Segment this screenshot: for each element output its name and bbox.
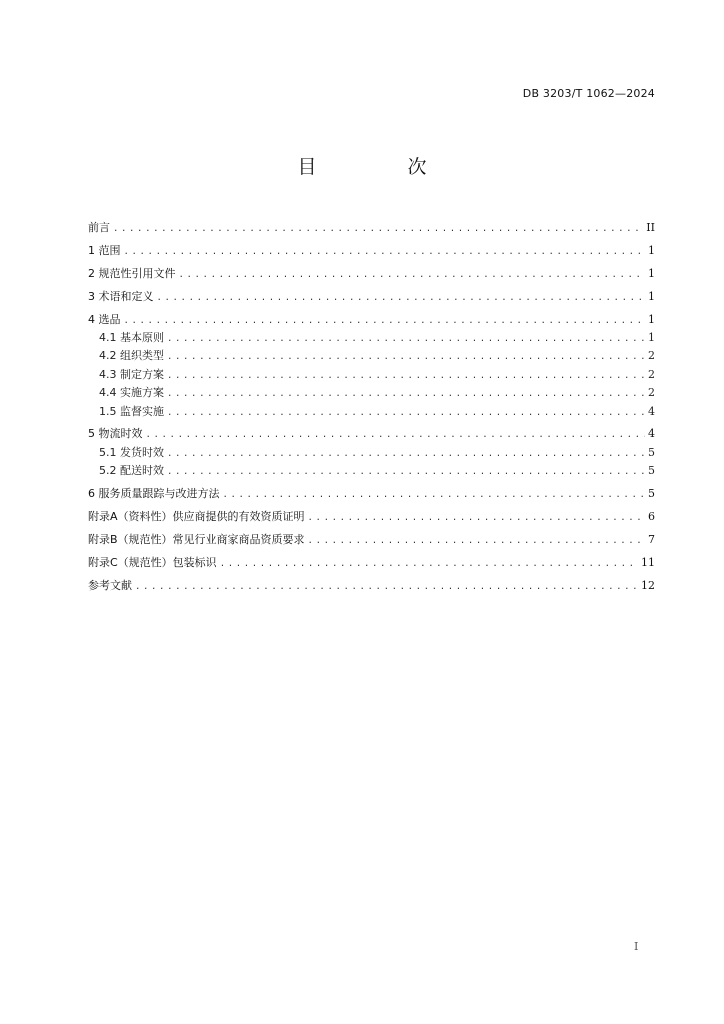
toc-dot-leader — [167, 445, 645, 463]
toc-entry-foreword[interactable] — [88, 219, 655, 237]
toc-dot-leader — [113, 220, 643, 238]
footer-page-number: I — [634, 940, 639, 953]
toc-dot-leader — [308, 509, 645, 527]
toc-dot-leader — [223, 486, 646, 504]
toc-entry-page: 11 — [641, 555, 655, 569]
toc-entry-page: 1 — [648, 330, 655, 344]
toc-entry-label: 前言 — [88, 221, 110, 234]
toc-entry-label: 3 术语和定义 — [88, 289, 154, 303]
toc-entry-label: 6 服务质量跟踪与改进方法 — [88, 487, 220, 501]
toc-entry-page: 2 — [648, 367, 655, 381]
toc-entry-service-quality[interactable] — [88, 485, 655, 503]
toc-dot-leader — [167, 404, 645, 422]
toc-dot-leader — [167, 463, 645, 481]
toc-entry-label: 4 选品 — [88, 312, 121, 326]
toc-dot-leader — [220, 555, 638, 573]
toc-entry-label: 5.1 发货时效 — [99, 445, 164, 459]
toc-entry-appendix-b[interactable] — [88, 531, 655, 549]
toc-entry-page: 12 — [641, 578, 655, 592]
toc-subentry-basic-principles[interactable] — [88, 329, 655, 347]
toc-entry-page: 1 — [648, 289, 655, 303]
toc-entry-page: 1 — [648, 266, 655, 280]
toc-subentry-delivery-timeliness[interactable] — [88, 462, 655, 480]
toc-dot-leader — [179, 266, 646, 284]
toc-entry-product-selection[interactable] — [88, 311, 655, 329]
toc-entry-label: 4.1 基本原则 — [99, 330, 164, 344]
toc-entry-label: 附录A（资料性）供应商提供的有效资质证明 — [88, 509, 305, 523]
toc-entry-page: 4 — [648, 404, 655, 418]
toc-entry-label: 4.3 制定方案 — [99, 367, 164, 381]
toc-dot-leader — [157, 289, 646, 307]
toc-entry-normative-references[interactable] — [88, 265, 655, 283]
toc-entry-page: 4 — [648, 427, 655, 441]
toc-entry-page: 1 — [648, 243, 655, 257]
toc-entry-label: 5.2 配送时效 — [99, 464, 164, 478]
toc-entry-page: 5 — [648, 445, 655, 459]
toc-entry-label: 4.2 组织类型 — [99, 349, 164, 363]
table-of-contents — [88, 219, 655, 595]
toc-dot-leader — [167, 348, 645, 366]
toc-entry-page: 7 — [648, 532, 655, 546]
toc-dot-leader — [124, 243, 646, 261]
toc-entry-label: 1.5 监督实施 — [99, 404, 164, 418]
toc-entry-appendix-c[interactable] — [88, 554, 655, 572]
toc-entry-page: 2 — [648, 386, 655, 400]
page-title: 目 次 — [297, 156, 463, 178]
toc-entry-page: 6 — [648, 509, 655, 523]
toc-dot-leader — [135, 578, 638, 596]
toc-entry-label: 参考文献 — [88, 578, 132, 592]
toc-entry-label: 2 规范性引用文件 — [88, 266, 176, 280]
toc-entry-terms-definitions[interactable] — [88, 288, 655, 306]
toc-subentry-shipping-timeliness[interactable] — [88, 444, 655, 462]
toc-entry-page: 1 — [648, 312, 655, 326]
toc-entry-page: 5 — [648, 487, 655, 501]
toc-entry-label: 4.4 实施方案 — [99, 386, 164, 400]
toc-dot-leader — [167, 367, 645, 385]
toc-dot-leader — [146, 426, 646, 444]
toc-subentry-implementation-plan[interactable] — [88, 384, 655, 402]
toc-entry-logistics-timeliness[interactable] — [88, 425, 655, 443]
toc-entry-label: 附录B（规范性）常见行业商家商品资质要求 — [88, 532, 305, 546]
toc-entry-appendix-a[interactable] — [88, 508, 655, 526]
toc-entry-label: 1 范围 — [88, 243, 121, 257]
toc-dot-leader — [167, 385, 645, 403]
toc-dot-leader — [124, 312, 646, 330]
toc-subentry-supervision[interactable] — [88, 403, 655, 421]
toc-dot-leader — [308, 532, 645, 550]
toc-entry-page: II — [646, 221, 655, 234]
standard-code: DB 3203/T 1062—2024 — [522, 87, 655, 100]
toc-entry-scope[interactable] — [88, 242, 655, 260]
toc-entry-bibliography[interactable] — [88, 577, 655, 595]
toc-entry-label: 5 物流时效 — [88, 427, 143, 441]
toc-subentry-organization-type[interactable] — [88, 347, 655, 365]
toc-dot-leader — [167, 330, 645, 348]
toc-subentry-formulate-plan[interactable] — [88, 366, 655, 384]
toc-entry-label: 附录C（规范性）包装标识 — [88, 555, 217, 569]
toc-entry-page: 5 — [648, 464, 655, 478]
toc-entry-page: 2 — [648, 349, 655, 363]
